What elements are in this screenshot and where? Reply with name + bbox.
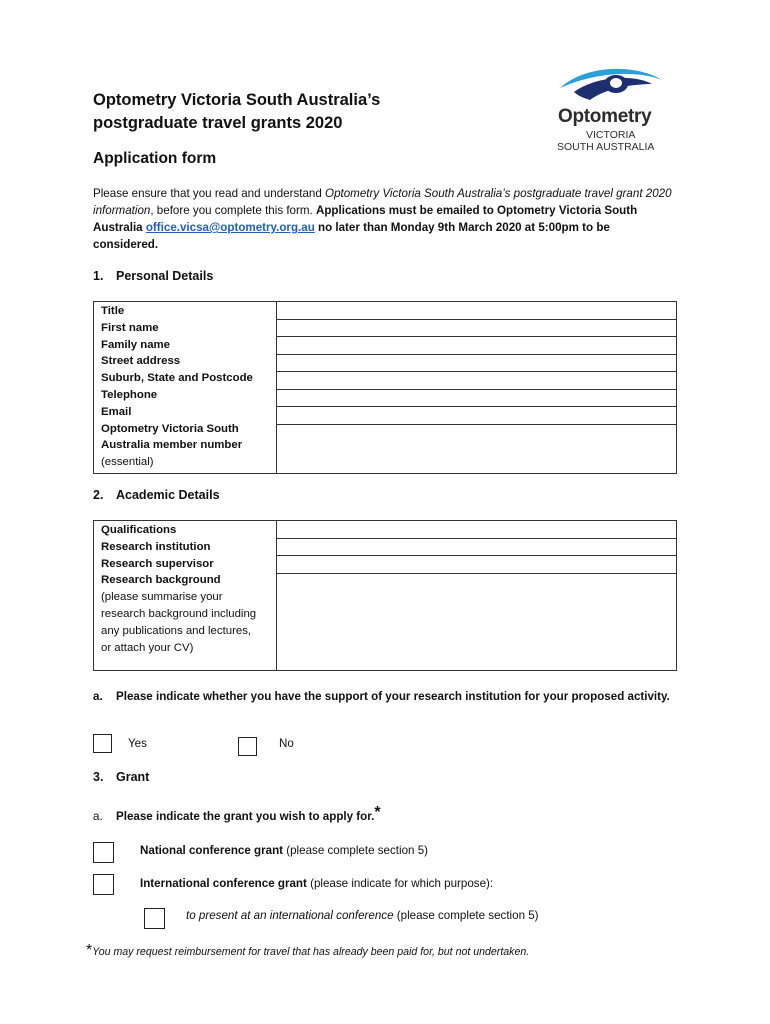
logo-name: Optometry <box>558 106 652 127</box>
intro-text-italic: Optometry Victoria South Australia’s postgraduate travel grant 2020 information <box>93 187 672 217</box>
label-email: Email <box>101 405 132 418</box>
label-suburb-state-postcode: Suburb, State and Postcode <box>101 372 253 385</box>
intro-text-bold: Applications must be emailed to Optometry Victoria South Australia <box>93 204 638 234</box>
grant-question-text: Please indicate the grant you wish to apply for. <box>116 810 375 823</box>
support-question-text: Please indicate whether you have the support of your research institution for your proposed activity. <box>116 690 670 703</box>
international-grant-title: International conference grant <box>140 877 307 890</box>
logo-line-victoria: VICTORIA <box>586 129 636 141</box>
national-grant-title: National conference grant <box>140 844 284 857</box>
national-grant-note: (please complete section 5) <box>283 844 429 857</box>
international-grant-label <box>140 877 493 890</box>
academic-details-table <box>93 520 677 671</box>
label-street-address: Street address <box>101 355 181 368</box>
footnote-text: You may request reimbursement for travel that has already been paid for, but not undertaken. <box>92 946 530 958</box>
academic-labels-cell <box>94 521 277 671</box>
label-member-number: Optometry Victoria South Australia member number <box>101 422 243 452</box>
label-telephone: Telephone <box>101 388 158 401</box>
section-2-number: 2. <box>93 488 104 502</box>
grant-question-letter: a. <box>93 810 103 823</box>
document-title <box>93 89 380 135</box>
label-first-name: First name <box>101 321 159 334</box>
label-family-name: Family name <box>101 338 171 351</box>
research-background-field[interactable] <box>277 574 676 670</box>
intro-text-3: , before you complete this form. <box>150 204 316 217</box>
intro-text-1: Please ensure that you read and understand <box>93 187 326 200</box>
email-link[interactable]: office.vicsa@optometry.org.au <box>145 221 315 234</box>
logo-line-south-australia: SOUTH AUSTRALIA <box>557 141 655 153</box>
grant-question-star: * <box>374 804 381 821</box>
grant-question <box>93 804 673 825</box>
present-international-title: to present at an international conference <box>186 909 394 922</box>
international-grant-note: (please indicate for which purpose): <box>306 877 494 890</box>
intro-deadline: no later than Monday 9th March 2020 at 5:00pm to be considered. <box>93 221 610 251</box>
support-question-letter: a. <box>93 690 103 703</box>
label-research-institution: Research institution <box>101 540 211 553</box>
section-1-title: Personal Details <box>116 269 214 283</box>
telephone-field[interactable] <box>277 390 676 407</box>
yes-checkbox[interactable] <box>93 734 112 753</box>
section-2-title: Academic Details <box>116 488 220 502</box>
label-research-background-note: (please summarise your research background including any publications and lectures, or attach your CV) <box>101 591 257 654</box>
personal-details-table <box>93 301 677 474</box>
section-2-heading <box>93 488 220 502</box>
section-3-title: Grant <box>116 770 150 784</box>
label-title: Title <box>101 305 125 317</box>
first-name-field[interactable] <box>277 320 676 337</box>
label-research-supervisor: Research supervisor <box>101 557 214 570</box>
member-number-field[interactable] <box>277 425 676 473</box>
section-1-number: 1. <box>93 269 104 283</box>
footnote-star: * <box>86 942 93 959</box>
present-international-note: (please complete section 5) <box>393 909 539 922</box>
section-3-number: 3. <box>93 770 104 784</box>
section-1-heading <box>93 269 213 283</box>
section-3-heading <box>93 770 149 784</box>
footnote <box>86 942 530 964</box>
family-name-field[interactable] <box>277 337 676 355</box>
title-line-2: postgraduate travel grants 2020 <box>93 114 343 132</box>
email-field[interactable] <box>277 407 676 425</box>
support-question <box>93 688 673 705</box>
research-institution-field[interactable] <box>277 539 676 556</box>
no-label: No <box>279 737 294 750</box>
eye-swoosh-icon <box>556 62 666 104</box>
personal-inputs-cell <box>277 302 677 474</box>
title-field[interactable] <box>277 302 676 320</box>
intro-paragraph <box>93 185 673 253</box>
qualifications-field[interactable] <box>277 521 676 539</box>
national-grant-checkbox[interactable] <box>93 842 114 863</box>
academic-inputs-cell <box>277 521 677 671</box>
international-grant-checkbox[interactable] <box>93 874 114 895</box>
present-international-label <box>186 909 539 922</box>
label-member-note: (essential) <box>101 456 154 469</box>
present-international-checkbox[interactable] <box>144 908 165 929</box>
title-line-1: Optometry Victoria South Australia’s <box>93 91 381 109</box>
form-subtitle: Application form <box>93 150 217 167</box>
yes-label: Yes <box>128 737 147 750</box>
personal-labels-cell <box>94 302 277 474</box>
no-checkbox[interactable] <box>238 737 257 756</box>
label-research-background: Research background <box>101 574 221 587</box>
street-address-field[interactable] <box>277 355 676 372</box>
label-qualifications: Qualifications <box>101 524 177 536</box>
suburb-state-postcode-field[interactable] <box>277 372 676 390</box>
optometry-logo <box>550 62 675 157</box>
national-grant-label <box>140 844 428 857</box>
research-supervisor-field[interactable] <box>277 556 676 574</box>
